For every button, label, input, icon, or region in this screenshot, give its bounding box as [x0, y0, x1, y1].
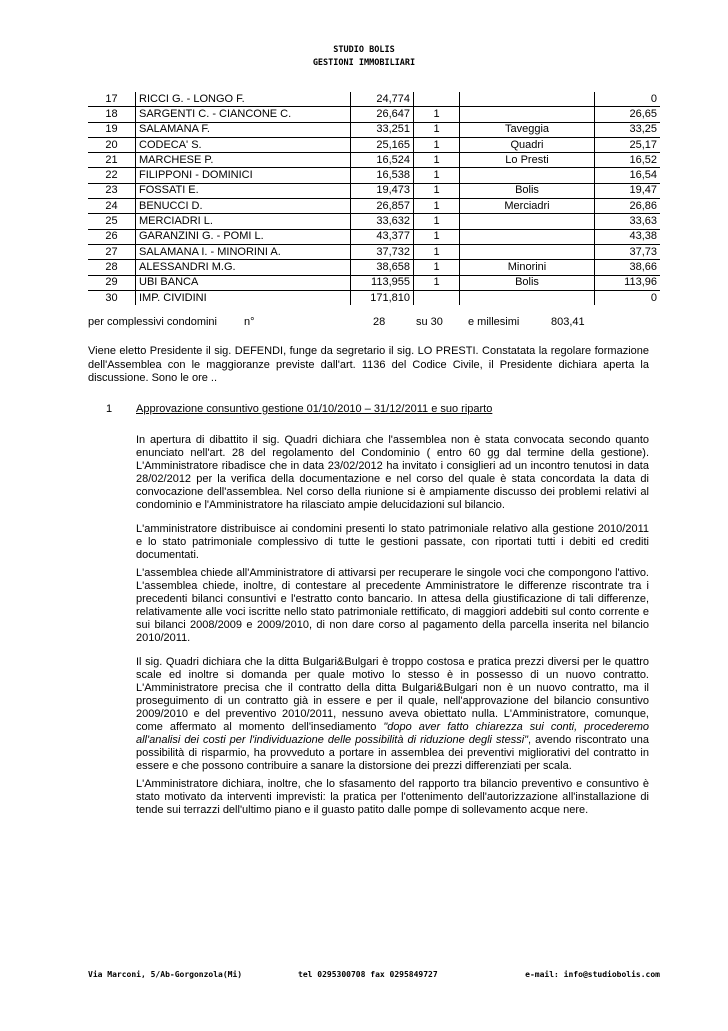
millesimi-cell: 33,632	[351, 214, 414, 229]
owner-name-cell: RICCI G. - LONGO F.	[136, 92, 351, 107]
represented-value-cell: 0	[595, 290, 661, 305]
millesimi-cell: 24,774	[351, 92, 414, 107]
owner-name-cell: CODECA' S.	[136, 137, 351, 152]
unit-number-cell: 30	[88, 290, 136, 305]
presence-cell: 1	[414, 275, 460, 290]
letterhead	[0, 44, 728, 70]
paragraph-4-quote: "dopo aver fatto chiarezza sui conti, procederemo all'analisi dei costi per l'individuazione delle possibilità di riduzione degli stessi"	[136, 721, 649, 746]
table-row	[88, 92, 660, 107]
delegate-cell: Quadri	[460, 137, 595, 152]
delegate-cell: Taveggia	[460, 122, 595, 137]
presence-cell: 1	[414, 183, 460, 198]
table-row	[88, 290, 660, 305]
delegate-cell	[460, 229, 595, 244]
footer-address: Via Marconi, 5/Ab-Gorgonzola(Mi)	[88, 970, 243, 979]
footer-phone: tel 0295300708 fax 0295849727	[298, 970, 438, 979]
unit-number-cell: 29	[88, 275, 136, 290]
represented-value-cell: 33,63	[595, 214, 661, 229]
paragraph-3: L'assemblea chiede all'Amministratore di attivarsi per recuperare le singole voci che compongono l'attivo. L'assemblea chiede, inoltre, di contestare al precedente Amministratore le differenze riscontrate tra i precedenti bilanci consuntivi e l'estratto conto bancario. In attesa della giustificazione di tali differenze, relativamente alle voci iscritte nello stato patrimoniale rettificato, di maggiori addebiti sul conto corrente e sui bilanci 2008/2009 e 2009/2010, di non dare corso al pagamento della parcella inserita nel bilancio 2010/2011.	[136, 567, 649, 644]
represented-value-cell: 113,96	[595, 275, 661, 290]
millesimi-cell: 33,251	[351, 122, 414, 137]
owner-name-cell: MARCHESE P.	[136, 153, 351, 168]
millesimi-cell: 37,732	[351, 244, 414, 259]
table-row	[88, 168, 660, 183]
owner-name-cell: BENUCCI D.	[136, 199, 351, 214]
represented-value-cell: 37,73	[595, 244, 661, 259]
delegate-cell	[460, 107, 595, 122]
represented-value-cell: 33,25	[595, 122, 661, 137]
unit-number-cell: 24	[88, 199, 136, 214]
presence-cell	[414, 92, 460, 107]
delegate-cell: Bolis	[460, 275, 595, 290]
table-row	[88, 214, 660, 229]
represented-value-cell: 38,66	[595, 260, 661, 275]
millesimi-cell: 26,857	[351, 199, 414, 214]
table-row	[88, 244, 660, 259]
company-subtitle: GESTIONI IMMOBILIARI	[312, 58, 416, 68]
millesimi-cell: 25,165	[351, 137, 414, 152]
summary-label: per complessivi condomini	[88, 316, 217, 328]
summary-count: 28	[373, 316, 386, 328]
represented-value-cell: 25,17	[595, 137, 661, 152]
summary-mill-value: 803,41	[551, 316, 585, 328]
delegate-cell: Minorini	[460, 260, 595, 275]
millesimi-cell: 43,377	[351, 229, 414, 244]
unit-number-cell: 26	[88, 229, 136, 244]
attendance-table	[88, 92, 660, 305]
summary-total: su 30	[416, 316, 443, 328]
table-row	[88, 107, 660, 122]
table-row	[88, 260, 660, 275]
discussion-section	[136, 434, 649, 822]
agenda-item-number: 1	[106, 403, 113, 415]
table-row	[88, 153, 660, 168]
intro-paragraph: Viene eletto Presidente il sig. DEFENDI, funge da segretario il sig. LO PRESTI. Constatata la regolare formazione dell'Assemblea con le maggioranze previste dall'art. 1136 del Codice Civile, il Presidente dichiara aperta la discussione. Sono le ore ..	[88, 345, 649, 384]
owner-name-cell: MERCIADRI L.	[136, 214, 351, 229]
delegate-cell	[460, 168, 595, 183]
unit-number-cell: 18	[88, 107, 136, 122]
millesimi-cell: 38,658	[351, 260, 414, 275]
millesimi-cell: 171,810	[351, 290, 414, 305]
paragraph-2: L'amministratore distribuisce ai condomini presenti lo stato patrimoniale relativo alla gestione 2010/2011 e lo stato patrimoniale complessivo di tutte le gestioni passate, con riportati tutti i debiti ed crediti documentati.	[136, 523, 649, 561]
delegate-cell	[460, 214, 595, 229]
unit-number-cell: 22	[88, 168, 136, 183]
summary-mill-label: e millesimi	[468, 316, 520, 328]
represented-value-cell: 19,47	[595, 183, 661, 198]
presence-cell: 1	[414, 107, 460, 122]
owner-name-cell: IMP. CIVIDINI	[136, 290, 351, 305]
unit-number-cell: 28	[88, 260, 136, 275]
presence-cell: 1	[414, 153, 460, 168]
table-row	[88, 122, 660, 137]
delegate-cell	[460, 290, 595, 305]
delegate-cell: Bolis	[460, 183, 595, 198]
millesimi-cell: 16,524	[351, 153, 414, 168]
presence-cell: 1	[414, 214, 460, 229]
presence-cell: 1	[414, 137, 460, 152]
paragraph-4-part-a: Il sig. Quadri dichiara che la ditta Bulgari&Bulgari è troppo costosa e pratica prezzi diversi per le quattro scale ed inoltre si domanda per quale motivo lo stesso è in possesso di un nuovo contratto. L'Amministratore precisa che il contratto della ditta Bulgari&Bulgari non è un nuovo contratto, ma il proseguimento di un contratto già in essere e per il quale, nell'approvazione del bilancio consuntivo 2009/2010 e del preventivo 2010/2011, nessuno aveva obiettato nulla. L'Amministratore, comunque, come affermato al momento dell'insediamento	[136, 656, 649, 733]
paragraph-1: In apertura di dibattito il sig. Quadri dichiara che l'assemblea non è stata convocata secondo quanto enunciato nell'art. 28 del regolamento del Condominio ( entro 60 gg dal termine della gestione). L'Amministratore ribadisce che in data 23/02/2012 ha invitato i consiglieri ad un incontro tenutosi in data 28/02/2012 per la verifica della documentazione e nel corso del quale è stata concordata la data di convocazione dell'assemblea. Nel corso della riunione si è ampiamente discusso dei problemi relativi al condominio e l'Amministratore ha rilasciato ampie delucidazioni sul bilancio.	[136, 434, 649, 511]
owner-name-cell: FILIPPONI - DOMINICI	[136, 168, 351, 183]
presence-cell: 1	[414, 244, 460, 259]
presence-cell: 1	[414, 168, 460, 183]
owner-name-cell: GARANZINI G. - POMI L.	[136, 229, 351, 244]
owner-name-cell: FOSSATI E.	[136, 183, 351, 198]
unit-number-cell: 27	[88, 244, 136, 259]
millesimi-cell: 113,955	[351, 275, 414, 290]
owner-name-cell: ALESSANDRI M.G.	[136, 260, 351, 275]
delegate-cell: Merciadri	[460, 199, 595, 214]
table-row	[88, 229, 660, 244]
page-footer	[88, 970, 660, 984]
millesimi-cell: 19,473	[351, 183, 414, 198]
delegate-cell	[460, 92, 595, 107]
owner-name-cell: SARGENTI C. - CIANCONE C.	[136, 107, 351, 122]
footer-email: e-mail: info@studiobolis.com	[525, 970, 660, 979]
table-row	[88, 199, 660, 214]
presence-cell	[414, 290, 460, 305]
unit-number-cell: 21	[88, 153, 136, 168]
represented-value-cell: 26,86	[595, 199, 661, 214]
owner-name-cell: UBI BANCA	[136, 275, 351, 290]
represented-value-cell: 16,52	[595, 153, 661, 168]
table-row	[88, 275, 660, 290]
paragraph-4-part-b: , avendo riscontrato una possibilità di risparmio, ha provveduto a portare in assemblea dei preventivi migliorativi del contratto in essere e che possono contribuire a sanare la distorsione dei prezzi differenziati per scala.	[136, 734, 649, 772]
agenda-item-title: Approvazione consuntivo gestione 01/10/2010 – 31/12/2011 e suo riparto	[136, 403, 493, 415]
table-row	[88, 183, 660, 198]
owner-name-cell: SALAMANA I. - MINORINI A.	[136, 244, 351, 259]
presence-cell: 1	[414, 122, 460, 137]
paragraph-5: L'Amministratore dichiara, inoltre, che lo sfasamento del rapporto tra bilancio preventivo e consuntivo è stato motivato da interventi imprevisti: la pratica per l'ottenimento dell'autorizzazione all'installazione di tende sui terrazzi dell'ultimo piano e il guasto patito dalle pompe di sollevamento acque nere.	[136, 778, 649, 816]
delegate-cell	[460, 244, 595, 259]
unit-number-cell: 23	[88, 183, 136, 198]
table-row	[88, 137, 660, 152]
summary-n-label: n°	[244, 316, 255, 328]
presence-cell: 1	[414, 199, 460, 214]
presence-cell: 1	[414, 260, 460, 275]
unit-number-cell: 25	[88, 214, 136, 229]
presence-cell: 1	[414, 229, 460, 244]
millesimi-cell: 26,647	[351, 107, 414, 122]
millesimi-cell: 16,538	[351, 168, 414, 183]
unit-number-cell: 20	[88, 137, 136, 152]
represented-value-cell: 26,65	[595, 107, 661, 122]
delegate-cell: Lo Presti	[460, 153, 595, 168]
company-name: STUDIO BOLIS	[333, 45, 395, 55]
unit-number-cell: 19	[88, 122, 136, 137]
unit-number-cell: 17	[88, 92, 136, 107]
represented-value-cell: 43,38	[595, 229, 661, 244]
represented-value-cell: 16,54	[595, 168, 661, 183]
represented-value-cell: 0	[595, 92, 661, 107]
owner-name-cell: SALAMANA F.	[136, 122, 351, 137]
paragraph-4	[136, 656, 649, 773]
